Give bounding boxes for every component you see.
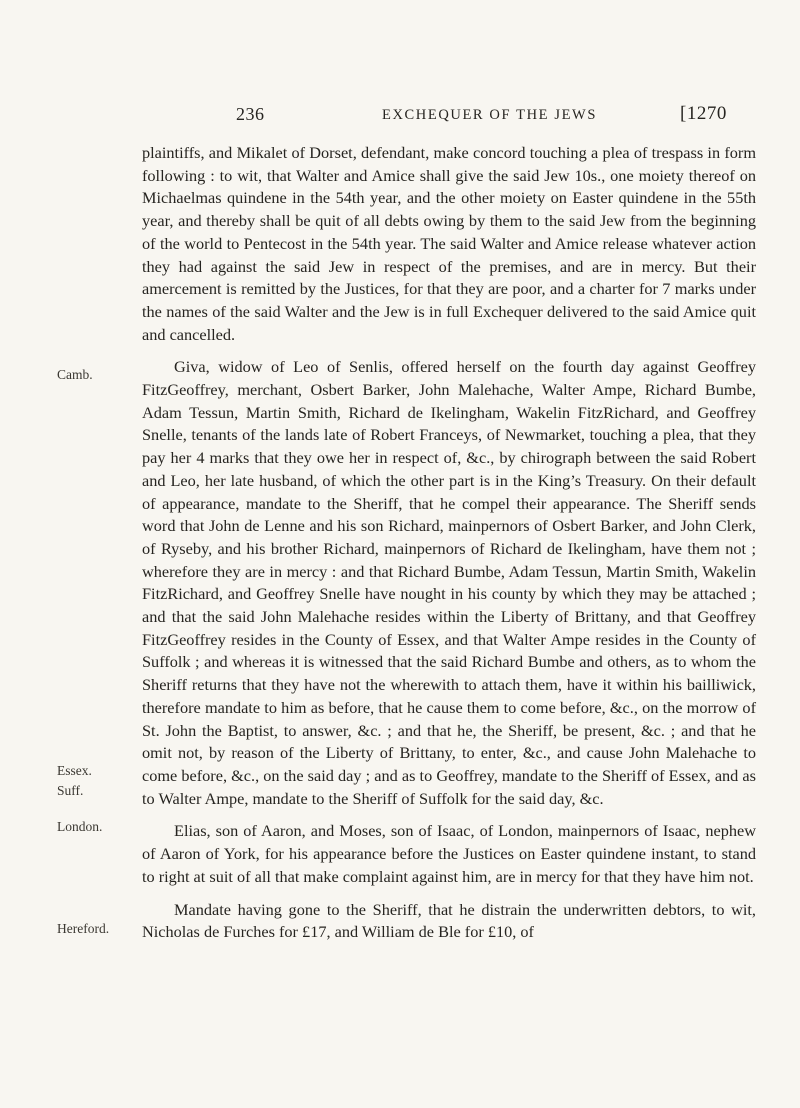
paragraph-mandate: Mandate having gone to the Sheriff, that he distrain the underwritten debtors, to wit, Nicholas de Furches for £17, and William de Ble for £10, of (142, 899, 756, 942)
running-title: EXCHEQUER OF THE JEWS (382, 107, 597, 123)
margin-note-essex: Essex. (57, 763, 92, 778)
page-number: 236 (236, 104, 265, 124)
paragraph-concord: plaintiffs, and Mikalet of Dorset, defendant, make concord touching a plea of trespass in form following : to wit, that Walter and Amice shall give the said Jew 10s., one moiety thereof on Michaelmas quindene in the 54th year, and the other moiety on Easter quindene in the 55th year, and thereby shall be quit of all debts owing by them to the said Jew from the beginning of the world to Pentecost in the 54th year. The said Walter and Amice release whatever action they had against the said Jew in respect of the premises, and are in mercy. But their amercement is remitted by the Justices, for that they are poor, and a charter for 7 marks under the names of the said Walter and the Jew is in full Exchequer delivered to the said Amice quit and cancelled. (142, 143, 756, 344)
body-text (142, 142, 756, 944)
margin-note-hereford: Hereford. (57, 921, 110, 936)
margin-note-suff: Suff. (57, 783, 84, 798)
paragraph-giva: Giva, widow of Leo of Senlis, offered herself on the fourth day against Geoffrey FitzGeoffrey, merchant, Osbert Barker, John Malehache, Walter Ampe, Richard Bumbe, Adam Tessun, Martin Smith, Richard de Ikelingham, Wakelin FitzRichard, and Geoffrey Snelle, tenants of the lands late of Robert Franceys, of Newmarket, touching a plea, that they pay her 4 marks that they owe her in respect of, &c., by chirograph between the said Robert and Leo, her late husband, of which the other part is in the King’s Treasury. On their default of appearance, mandate to the Sheriff, that he compel their appearance. The Sheriff sends word that John de Lenne and his son Richard, mainpernors of Osbert Barker, and John Clerk, of Ryseby, and his brother Richard, mainpernors of Richard de Ikelingham, have them not ; wherefore they are in mercy : and that Richard Bumbe, Adam Tessun, Martin Smith, Wakelin FitzRichard, and Geoffrey Snelle have nought in his county by which they may be attached ; and that the said John Malehache resides within the Liberty of Brittany, and that Geoffrey FitzGeoffrey resides in the County of Essex, and that Walter Ampe resides in the County of Suffolk ; and whereas it is witnessed that the said Richard Bumbe and others, as to whom the Sheriff returns that they have not the wherewith to attach them, have it within his bailliwick, therefore mandate to him as before, that he cause them to come before, &c., on the morrow of St. John the Baptist, to answer, &c. ; and that he, the Sheriff, be present, &c. ; and that he omit not, by reason of the Liberty of Brittany, to enter, &c., and cause John Malehache to come before, &c., on the said day ; and as to Geoffrey, mandate to the Sheriff of Essex, and as to Walter Ampe, mandate to the Sheriff of Suffolk for the said day, &c. (142, 357, 756, 808)
margin-note-camb: Camb. (57, 367, 93, 382)
running-year: [1270 (680, 103, 727, 124)
margin-note-london: London. (57, 819, 103, 834)
running-header (0, 104, 800, 134)
paragraph-elias: Elias, son of Aaron, and Moses, son of Isaac, of London, mainpernors of Isaac, nephew of Aaron of York, for his appearance before the Justices on Easter quindene instant, to stand to right at suit of all that make complaint against him, are in mercy for that they have him not. (142, 821, 756, 886)
